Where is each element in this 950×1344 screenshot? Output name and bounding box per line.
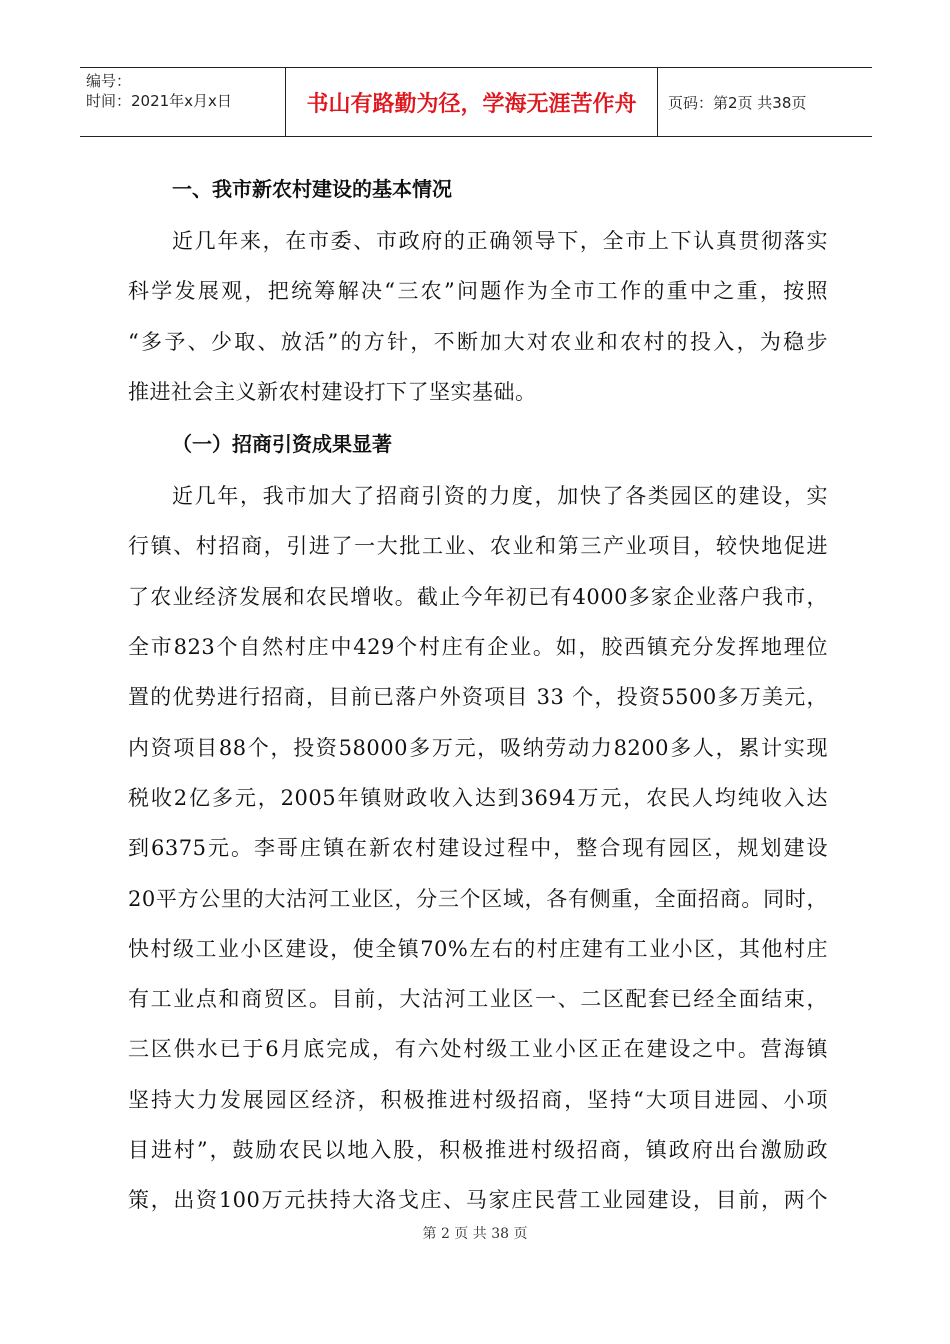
header-page-info: 页码：第2页 共38页 (668, 93, 807, 112)
paragraph-line: 目进村”，鼓励农民以地入股，积极推进村级招商，镇政府出台激励政 (128, 1138, 828, 1163)
paragraph-line: 科学发展观，把统筹解决“三农”问题作为全市工作的重中之重，按照 (128, 279, 828, 304)
subsection-heading: （一）招商引资成果显著 (172, 432, 392, 457)
paragraph-line: 三区供水已于6月底完成，有六处村级工业小区正在建设之中。营海镇 (128, 1037, 828, 1062)
header-motto: 书山有路勤为径，学海无涯苦作舟 (285, 68, 658, 136)
section-heading: 一、我市新农村建设的基本情况 (172, 177, 452, 201)
page-footer: 第 2 页 共 38 页 (422, 1226, 528, 1242)
page-header (80, 67, 872, 137)
paragraph-line: 坚持大力发展园区经济，积极推进村级招商，坚持“大项目进园、小项 (128, 1087, 828, 1112)
paragraph-line: 行镇、村招商，引进了一大批工业、农业和第三产业项目，较快地促进 (128, 534, 828, 559)
paragraph-line: 推进社会主义新农村建设打下了坚实基础。 (128, 379, 537, 404)
paragraph-line: 了农业经济发展和农民增收。截止今年初已有4000多家企业落户我市， (128, 584, 828, 609)
paragraph-line: 内资项目88个，投资58000多万元，吸纳劳动力8200多人，累计实现 (128, 735, 828, 760)
paragraph-line: 全市823个自然村庄中429个村庄有企业。如，胶西镇充分发挥地理位 (128, 635, 828, 660)
header-meta (80, 68, 285, 136)
paragraph-line: 到6375元。李哥庄镇在新农村建设过程中，整合现有园区，规划建设 (128, 836, 828, 861)
doc-number-label: 编号： (86, 72, 132, 90)
paragraph-line: 近几年，我市加大了招商引资的力度，加快了各类园区的建设，实 (172, 484, 828, 509)
paragraph-line: “多予、少取、放活”的方针，不断加大对农业和农村的投入，为稳步 (128, 329, 828, 354)
doc-time-label: 时间：2021年x月x日 (86, 92, 232, 110)
paragraph-line: 快村级工业小区建设，使全镇70%左右的村庄建有工业小区，其他村庄 (128, 936, 828, 961)
paragraph-line: 税收2亿多元，2005年镇财政收入达到3694万元，农民人均纯收入达 (128, 785, 828, 810)
paragraph-line: 有工业点和商贸区。目前，大沽河工业区一、二区配套已经全面结束， (128, 987, 828, 1012)
paragraph-line: 20平方公里的大沽河工业区，分三个区域，各有侧重，全面招商。同时， (128, 886, 828, 911)
document-body (128, 162, 828, 1226)
paragraph-line: 近几年来，在市委、市政府的正确领导下，全市上下认真贯彻落实 (172, 229, 828, 253)
paragraph-line: 策，出资100万元扶持大洛戈庄、马家庄民营工业园建设，目前，两个 (128, 1188, 828, 1213)
paragraph-line: 置的优势进行招商，目前已落户外资项目 33 个，投资5500多万美元， (128, 685, 828, 710)
